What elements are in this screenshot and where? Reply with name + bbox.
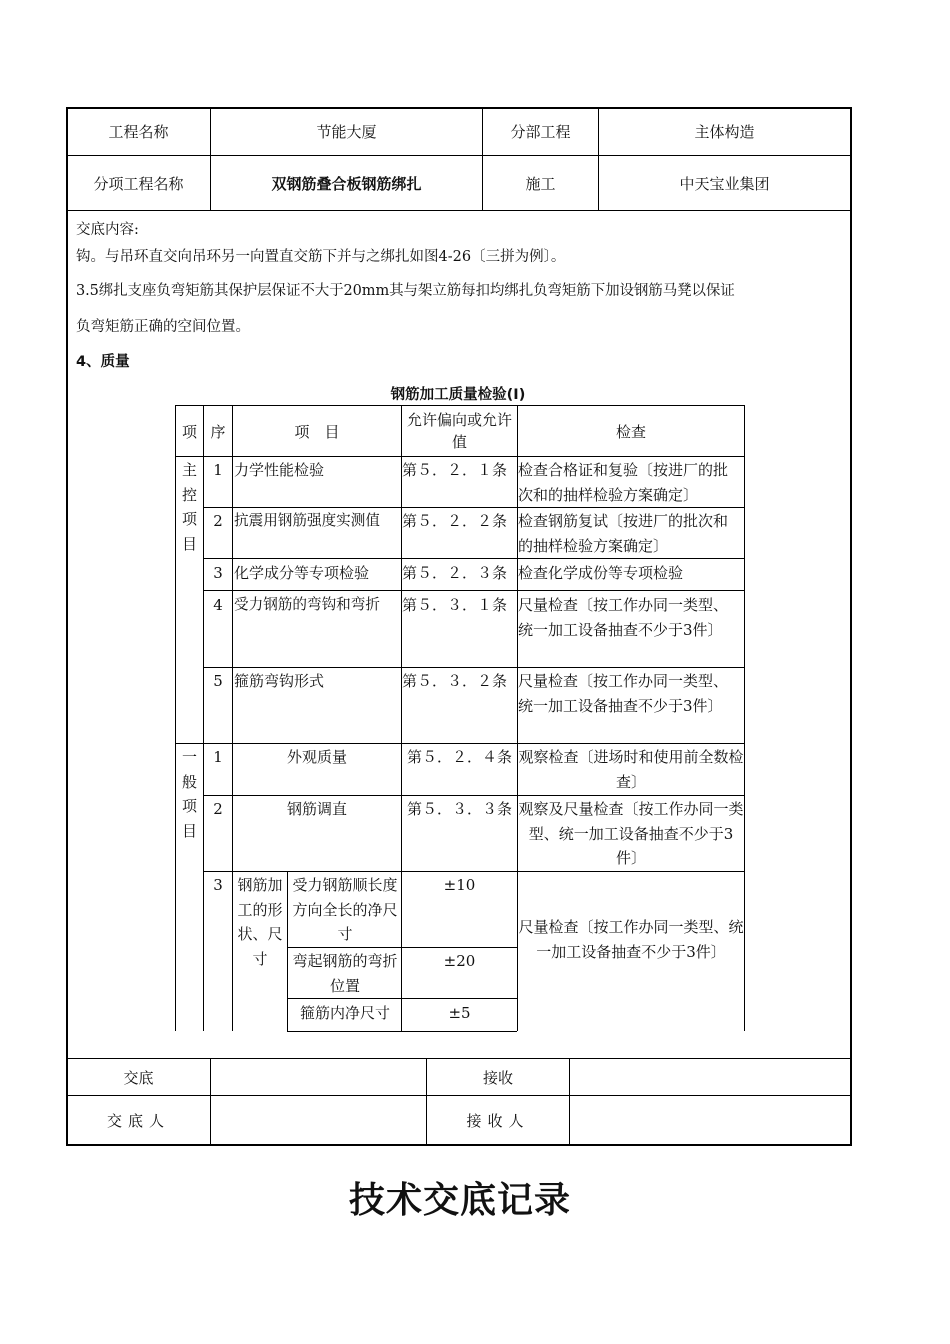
general-row-1-item: 外观质量	[286, 748, 347, 766]
general-group-label: 一般项目	[181, 748, 197, 840]
inner-table-title: 钢筋加工质量检验(Ⅰ)	[390, 387, 526, 403]
main-row-4-tol: 第５．３．１条	[402, 596, 508, 614]
project-name-value: 节能大厦	[316, 123, 377, 141]
main-row-4-seq: 4	[213, 596, 223, 614]
general-row-2-check: 观察及尺量检查〔按工作办同一类型、统一加工设备抽查不少于3件〕	[518, 800, 744, 867]
inner-group-divider	[175, 743, 745, 744]
inner-row-line	[203, 795, 745, 796]
outer-bottom-border	[66, 1144, 852, 1146]
col-tolerance-header: 允许偏向或允许值	[406, 411, 512, 451]
main-row-5-seq: 5	[213, 672, 223, 690]
general-row-1-tol: 第５．２．４条	[406, 748, 512, 766]
inner-sub-col-line	[287, 871, 288, 1031]
main-row-2-tol: 第５．２．２条	[402, 512, 508, 530]
col-seq-header: 序	[210, 422, 226, 441]
inner-row-line	[203, 590, 745, 591]
sub-row-1-tol: ±10	[443, 876, 476, 894]
construction-label: 施工	[525, 174, 556, 193]
handover-value[interactable]	[211, 1059, 426, 1095]
receiver-label: 接收人	[466, 1111, 530, 1130]
main-row-3-tol: 第５．２．３条	[402, 564, 508, 582]
content-label: 交底内容:	[76, 222, 139, 238]
col-project-header: 项 目	[294, 422, 340, 441]
inner-sub-row-line	[287, 947, 517, 948]
general-row-2-seq: 2	[213, 800, 223, 818]
main-row-4-check: 尺量检查〔按工作办同一类型、统一加工设备抽查不少于3件〕	[518, 596, 729, 639]
inner-row-line	[203, 558, 745, 559]
outer-right-border	[850, 107, 852, 1146]
main-row-3-item: 化学成分等专项检验	[234, 564, 370, 582]
main-row-2-item: 抗震用钢筋强度实测值	[234, 512, 380, 529]
inner-sub-row-line	[287, 1031, 517, 1032]
main-group-label: 主控项目	[181, 461, 197, 553]
subitem-value: 双钢筋叠合板钢筋绑扎	[271, 174, 422, 193]
content-line-3: 负弯矩筋正确的空间位置。	[76, 319, 250, 335]
col-item-header: 项	[181, 422, 197, 441]
main-row-2-check: 检查钢筋复试〔按进厂的批次和的抽样检验方案确定〕	[518, 512, 729, 555]
main-row-1-seq: 1	[213, 461, 223, 479]
inner-sub-row-line	[287, 998, 517, 999]
handover-label: 交底	[123, 1068, 154, 1087]
section-title: 4、质量	[76, 354, 130, 370]
main-row-5-check: 尺量检查〔按工作办同一类型、统一加工设备抽查不少于3件〕	[518, 672, 729, 715]
sub-row-2-tol: ±20	[443, 952, 476, 970]
handover-person-value[interactable]	[211, 1096, 426, 1144]
page-title: 技术交底记录	[348, 1180, 571, 1221]
main-row-2-seq: 2	[213, 512, 223, 530]
main-row-1-item: 力学性能检验	[234, 461, 325, 479]
main-row-3-check: 检查化学成份等专项检验	[518, 564, 684, 582]
project-name-label: 工程名称	[108, 123, 169, 141]
main-row-1-tol: 第５．２．１条	[402, 461, 508, 479]
main-row-5-tol: 第５．３．２条	[402, 672, 508, 690]
inner-left-border	[175, 405, 176, 1031]
receive-value[interactable]	[570, 1059, 850, 1095]
division-value: 主体构造	[694, 123, 755, 141]
header-bottom-border	[66, 210, 852, 211]
inner-row-line	[203, 871, 745, 872]
general-row-3-group: 钢筋加工的形状、尺寸	[237, 876, 283, 968]
content-line-1: 钩。与吊环直交向吊环另一向置直交筋下并与之绑扎如图4-26〔三拼为例〕。	[76, 249, 566, 265]
general-row-3-seq: 3	[213, 876, 223, 894]
general-row-2-item: 钢筋调直	[286, 800, 347, 818]
inner-right-border	[744, 405, 745, 1031]
inner-row-line	[203, 667, 745, 668]
main-row-3-seq: 3	[213, 564, 223, 582]
sub-row-3-tol: ±5	[448, 1004, 471, 1022]
main-row-1-check: 检查合格证和复验〔按进厂的批次和的抽样检验方案确定〕	[518, 461, 729, 504]
sub-row-1-item: 受力钢筋顺长度方向全长的净尺寸	[292, 876, 398, 943]
general-row-2-tol: 第５．３．３条	[406, 800, 512, 818]
main-row-5-item: 箍筋弯钩形式	[234, 672, 325, 690]
general-row-3-check: 尺量检查〔按工作办同一类型、统一加工设备抽查不少于3件〕	[518, 918, 744, 961]
construction-value: 中天宝业集团	[679, 174, 770, 193]
receive-label: 接收	[482, 1068, 513, 1087]
inner-col-line	[203, 405, 204, 1031]
col-check-header: 检查	[615, 422, 646, 441]
subitem-label: 分项工程名称	[93, 174, 184, 193]
inner-row-line	[203, 507, 745, 508]
general-row-1-check: 观察检查〔进场时和使用前全数检查〕	[518, 748, 744, 791]
general-row-1-seq: 1	[213, 748, 223, 766]
inner-header-bottom	[175, 456, 745, 457]
inner-col-line	[232, 405, 233, 1031]
main-row-4-item: 受力钢筋的弯钩和弯折	[234, 596, 380, 613]
handover-person-label: 交底人	[106, 1111, 170, 1130]
receiver-value[interactable]	[570, 1096, 850, 1144]
sub-row-2-item: 弯起钢筋的弯折位置	[292, 952, 398, 995]
outer-left-border	[66, 107, 68, 1146]
content-line-2: 3.5绑扎支座负弯矩筋其保护层保证不大于20mm其与架立筋每扣均绑扎负弯矩筋下加设钢筋马凳以保证	[76, 283, 735, 299]
sub-row-3-item: 箍筋内净尺寸	[299, 1004, 390, 1022]
division-label: 分部工程	[510, 123, 571, 141]
